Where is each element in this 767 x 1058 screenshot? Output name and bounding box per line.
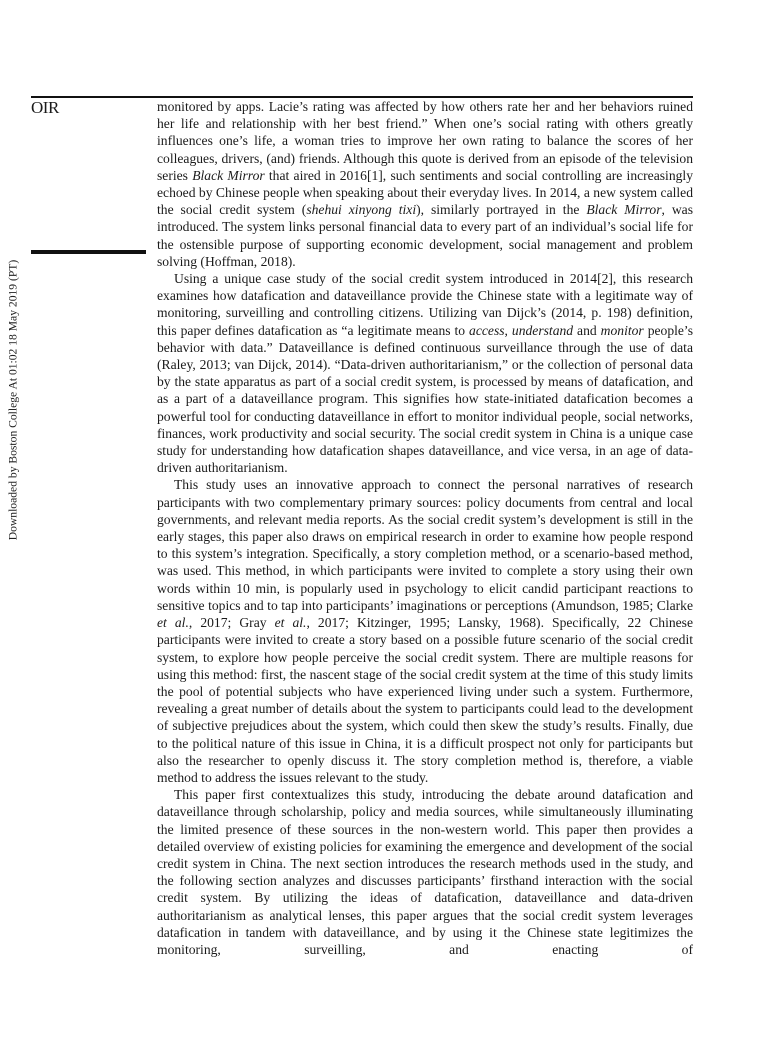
text-run: This paper first contextualizes this study, introducing the debate around datafication and dataveillance through scholarship, policy and media sources, while simultaneously illuminating the limited presence of these sources in the non-western world. This paper then provides a detailed overview of existing policies for examining the emergence and development of the social credit system in China. The next section introduces the research methods used in the study, and the following section analyzes and discusses participants’ firsthand interaction with the social credit system. By utilizing the ideas of datafication, dataveillance and data-driven authoritarianism as analytical lenses, this paper argues that the social credit system leverages datafication in tandem with dataveillance, and by using it the Chinese state legitimizes the monitoring, surveilling, and enacting of xyxy=(157,787,693,957)
italic-text: shehui xinyong tixi xyxy=(306,202,417,218)
italic-text: et al. xyxy=(274,615,307,631)
download-watermark: Downloaded by Boston College At 01:02 18 May 2019 (PT) xyxy=(6,259,20,541)
text-run: that aired in 2016[1], such sentiments and social controlling are increasingly echoed by Chinese people when speaking about their everyday lives. In 2014, a new system called the social credit system ( xyxy=(157,167,693,218)
body-paragraph xyxy=(157,270,693,476)
italic-text: Black Mirror xyxy=(192,167,265,183)
text-run: people’s behavior with data.” Dataveillance is defined continuous surveillance through the use of data (Raley, 2013; van Dijck, 2014). “Data-driven authoritarianism,” or the collection of personal data by the state apparatus as part of a social credit system, is processed by means of datafication, and as a part of a dataveillance program. This signifies how state-initiated datafication becomes a powerful tool for conducting dataveillance in effort to monitor individual people, social networks, finances, work productivity and social security. The social credit system in China is a unique case study for understanding how datafication shapes dataveillance, and vice versa, in an age of data-driven authoritarianism. xyxy=(157,322,693,476)
article-body xyxy=(157,98,693,958)
text-run: , was introduced. The system links personal financial data to every part of an individual’s social life for the ostensible purpose of supporting economic development, social management and problem solving (Hoffman, 2018). xyxy=(157,202,693,269)
text-run: , 2017; Kitzinger, 1995; Lansky, 1968). Specifically, 22 Chinese participants were invited to create a story based on a possible future scenario of the social credit system, to explore how people perceive the social credit system. There are multiple reasons for using this method: first, the nascent stage of the social credit system at the time of this study limits the pool of potential subjects who have experienced living under such a system. Furthermore, revealing a great number of details about the system to participants could lead to the development of subjective prejudices about the system, which could then skew the study’s results. Finally, due to the political nature of this issue in China, it is a difficult prospect not only for participants but also the researcher to openly discuss it. The story completion method is, therefore, a viable method to address the issues relevant to the study. xyxy=(157,615,693,785)
italic-text: understand xyxy=(511,322,574,338)
italic-text: monitor xyxy=(600,322,644,338)
text-run: monitored by apps. Lacie’s rating was affected by how others rate her and her behaviors ruined her life and relationship with her best friend.” When one’s social rating with others greatly influences one’s life, a woman tries to improve her own rating to balance the scores of her colleagues, drivers, (and) friends. Although this quote is derived from an episode of the television series xyxy=(157,99,693,183)
italic-text: access xyxy=(469,322,505,338)
text-run: This study uses an innovative approach to connect the personal narratives of research participants with two complementary primary sources: policy documents from central and local governments, and relevant media reports. As the social credit system’s development is still in the early stages, this paper also draws on empirical research in order to examine how people respond to this system’s integration. Specifically, a story completion method, or a scenario-based method, was used. This method, in which participants were invited to complete a story using their own words within 10 min, is popularly used in psychology to elicit candid participant reactions to sensitive topics and to tap into participants’ imaginations or perceptions (Amundson, 1985; Clarke xyxy=(157,477,693,613)
text-run: ), similarly portrayed in the xyxy=(416,202,587,218)
italic-text: Black Mirror xyxy=(586,202,662,218)
margin-rule xyxy=(31,250,146,254)
journal-abbreviation: OIR xyxy=(31,98,59,117)
body-paragraph xyxy=(157,98,693,270)
text-run: , 2017; Gray xyxy=(188,615,275,631)
text-run: Using a unique case study of the social credit system introduced in 2014[2], this research examines how datafication and dataveillance provide the Chinese state with a legitimate way of monitoring, surveilling and controlling citizens. Utilizing van Dijck’s (2014, p. 198) definition, this paper defines datafication as “a legitimate means to xyxy=(157,271,693,338)
body-paragraph xyxy=(157,786,693,958)
text-run: and xyxy=(573,322,601,338)
italic-text: et al. xyxy=(157,615,189,631)
text-run: , xyxy=(504,322,512,338)
body-paragraph xyxy=(157,476,693,786)
